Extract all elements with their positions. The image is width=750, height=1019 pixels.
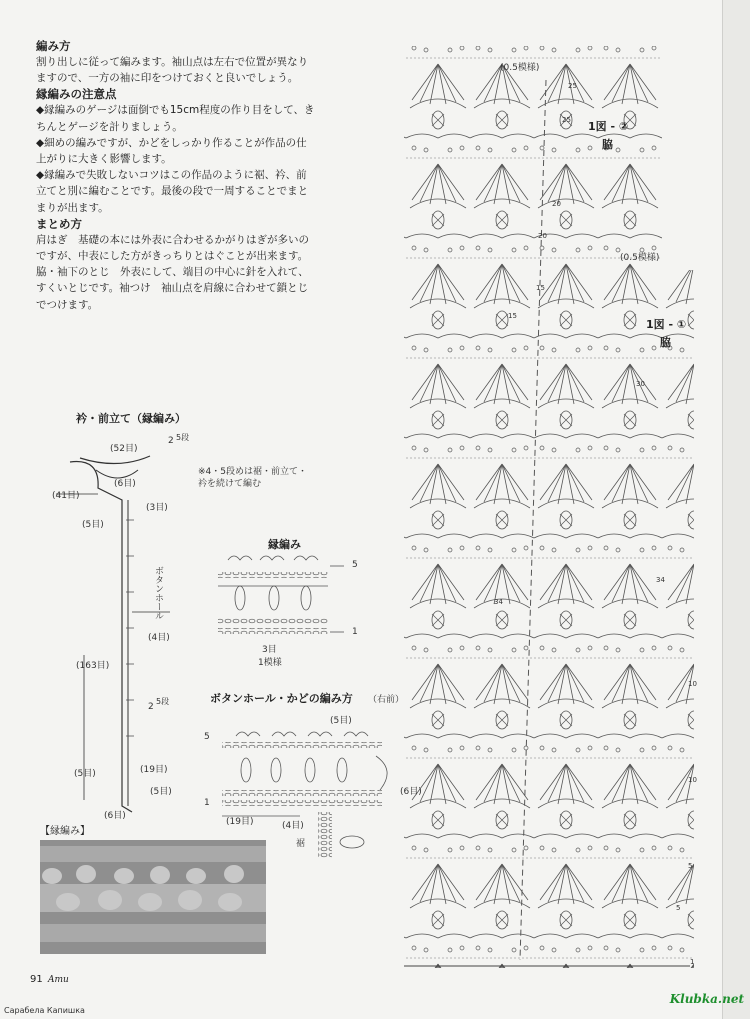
scan-credit: Сарабела Капишка — [4, 1006, 85, 1015]
lace-label-side1: 脇 — [660, 336, 671, 349]
label-top-5dan: 5段 — [176, 433, 190, 442]
note-2: ◆細めの編みですが、かどをしっかり作ることが作品の仕上がりに大きく影響します。 — [36, 136, 307, 166]
swatch-photo — [40, 840, 266, 954]
lace-row-15b: 15 — [508, 312, 517, 320]
lace-row-10a: 10 — [688, 680, 697, 688]
bh-row-5: 5 — [204, 732, 210, 742]
lace-label-side2: 脇 — [602, 138, 613, 151]
swatch-texture — [40, 840, 266, 954]
label-52: (52目) — [110, 444, 138, 454]
edging-repeat-label: 1模様 — [258, 658, 282, 668]
lace-row-1: 1 — [690, 958, 695, 966]
edging-repeat-count: 3目 — [262, 645, 277, 655]
label-buttonhole: ボタンホール — [153, 566, 163, 620]
buttonhole-chart-side: （右前） — [368, 695, 405, 705]
edging-row-5: 5 — [352, 560, 358, 570]
bh-label-6: (6目) — [400, 787, 422, 797]
label-6-bottom: (6目) — [104, 811, 126, 821]
collar-note: ※4・5段めは裾・前立て・衿を続けて編む — [198, 467, 307, 489]
lace-label-fig1: 1図 - ① — [646, 318, 687, 331]
label-6-top: (6目) — [114, 479, 136, 489]
bh-label-hem: 裾 — [296, 839, 306, 849]
finish-text: 肩はぎ 基礎の本には外表に合わせるかがりはぎが多いのですが、中表にした方がきっちりとはぐことが出来ます。脇・袖下のとじ 外表にして、端目の中心に針を入れて、すくいとじです。袖つけ 袖山点を肩線に合わせて鎖とじでつけます。 — [36, 233, 309, 311]
lace-label-fig2: 1図 - ② — [588, 120, 629, 133]
collar-curve — [80, 456, 150, 464]
label-3: (3目) — [146, 503, 168, 513]
lace-label-05-top: (0.5模様) — [500, 63, 540, 73]
method-text: 割り出しに従って編みます。袖山点は左右で位置が異なりますので、一方の袖に印をつけておくと良いでしょう。 — [36, 56, 309, 85]
label-mid-5dan: 5段 — [156, 697, 170, 706]
edging-chart-title: 縁編み — [268, 538, 301, 551]
lace-chart-main — [404, 46, 662, 968]
edging-row-1: 1 — [352, 627, 358, 637]
swatch-label: 【縁編み】 — [40, 826, 90, 837]
buttonhole-chart-title: ボタンホール・かどの編み方 — [210, 692, 353, 705]
label-163: (163目) — [76, 661, 110, 671]
note-1: ◆縁編みのゲージは面倒でも15cm程度の作り目をして、きちんとゲージを計りましょう。 — [36, 104, 315, 133]
collar-diagram-title: 衿・前立て（縁編み） — [76, 412, 186, 425]
lace-row-25a: 25 — [568, 82, 577, 90]
label-5-a: (5目) — [82, 520, 104, 530]
lace-row-34a: 34 — [656, 576, 665, 584]
bh-label-4: (4目) — [282, 821, 304, 831]
label-5-b: (5目) — [74, 769, 96, 779]
heading-notes: 縁編みの注意点 — [36, 87, 117, 102]
label-top-2: 2 — [168, 436, 174, 446]
heading-method: 編み方 — [36, 39, 71, 53]
label-19: (19目) — [140, 765, 168, 775]
lace-row-34b: 34 — [494, 598, 503, 606]
front-band-outline — [70, 462, 132, 812]
label-41: (41目) — [52, 491, 80, 501]
label-mid-2: 2 — [148, 702, 154, 712]
bh-label-5: (5目) — [330, 716, 352, 726]
bh-row-1: 1 — [204, 798, 210, 808]
lace-row-30: 30 — [636, 380, 645, 388]
label-4: (4目) — [148, 633, 170, 643]
watermark: Klubka.net — [669, 992, 744, 1006]
note-3: ◆縁編みで失敗しないコツはこの作品のように裾、衿、前立てと別に編むことです。最後の段で一周することでまとまりが出ます。 — [36, 169, 309, 214]
lace-row-20a: 20 — [552, 200, 561, 208]
lace-row-5b: 5 — [676, 904, 681, 912]
lace-row-15a: 15 — [536, 284, 545, 292]
page-number: 91 — [30, 974, 43, 985]
lace-label-05-mid: (0.5模様) — [620, 253, 660, 263]
buttonhole-marks — [126, 520, 134, 736]
heading-finish: まとめ方 — [36, 216, 82, 231]
label-5-c: (5目) — [150, 787, 172, 797]
edging-chart-symbols — [218, 556, 344, 634]
bh-label-19: (19目) — [226, 817, 254, 827]
lace-row-20b: 20 — [538, 232, 547, 240]
magazine-name: Amu — [48, 975, 69, 985]
lace-row-10b: 10 — [688, 776, 697, 784]
lace-row-25b: 25 — [562, 116, 571, 124]
lace-row-5a: 5 — [688, 862, 693, 870]
